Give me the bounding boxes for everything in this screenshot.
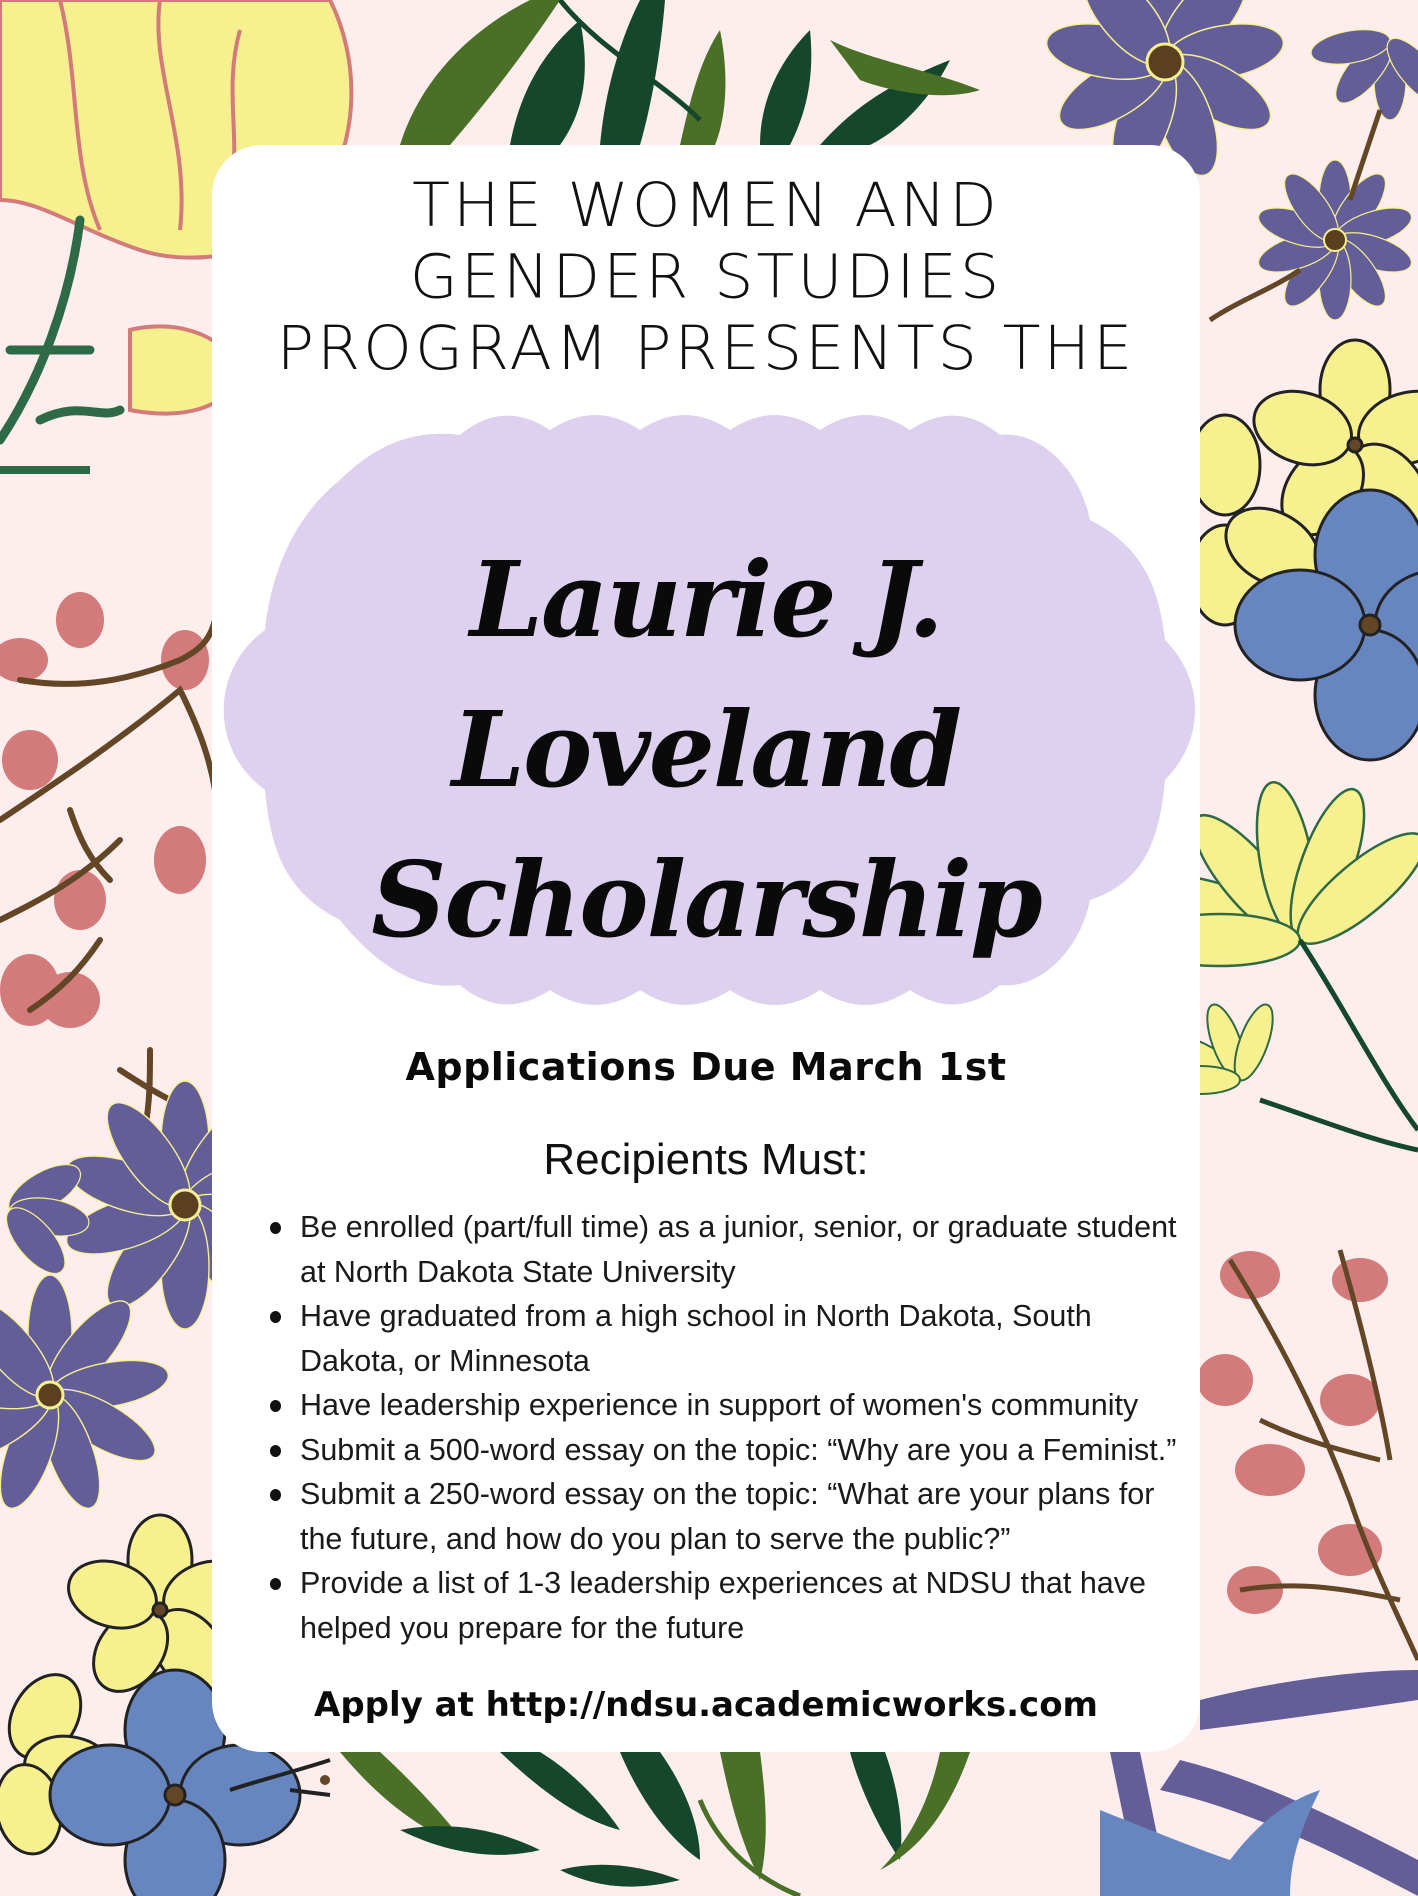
bullet-icon — [270, 1400, 281, 1412]
deadline-text: Applications Due March 1st — [405, 1045, 1007, 1089]
requirement-item: Provide a list of 1-3 leadership experiences at NDSU that have helped you prepare for the future — [270, 1561, 1190, 1650]
requirement-item: Have leadership experience in support of women's community — [270, 1383, 1190, 1428]
requirements-heading: Recipients Must: — [543, 1135, 869, 1184]
title-line-1: Laurie J. Loveland — [451, 538, 961, 811]
requirement-item: Be enrolled (part/full time) as a junior, senior, or graduate student at North Dakota State University — [270, 1205, 1190, 1294]
heading-line-2: GENDER STUDIES — [409, 240, 1003, 313]
requirement-item: Have graduated from a high school in North Dakota, South Dakota, or Minnesota — [270, 1294, 1190, 1383]
requirements-list — [270, 1205, 1190, 1650]
apply-link-text: Apply at http://ndsu.academicworks.com — [314, 1685, 1098, 1725]
bullet-icon — [270, 1489, 281, 1501]
heading-line-3: PROGRAM PRESENTS THE — [276, 312, 1136, 384]
requirement-item: Submit a 250-word essay on the topic: “What are your plans for the future, and how do you plan to serve the public?” — [270, 1472, 1190, 1561]
content-card — [212, 145, 1200, 1752]
bullet-icon — [270, 1578, 281, 1590]
bullet-icon — [270, 1445, 281, 1457]
requirement-item: Submit a 500-word essay on the topic: “Why are you a Feminist.” — [270, 1428, 1190, 1473]
scholarship-title — [212, 525, 1200, 975]
bullet-icon — [270, 1311, 281, 1323]
heading-line-1: THE WOMEN AND — [412, 169, 1000, 241]
program-heading — [212, 169, 1200, 384]
bullet-icon — [270, 1222, 281, 1234]
title-line-2: Scholarship — [371, 838, 1041, 961]
